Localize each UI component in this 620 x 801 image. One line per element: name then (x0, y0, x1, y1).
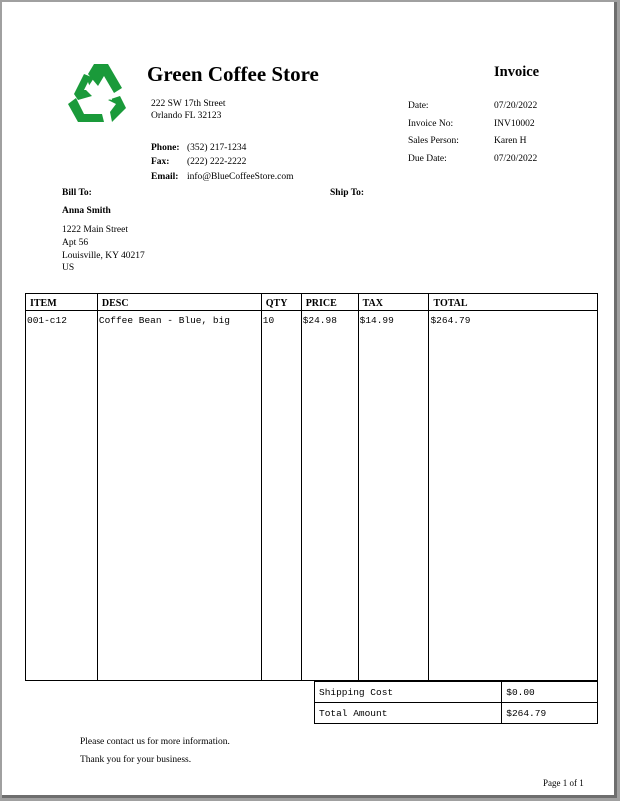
invoice-meta-labels (408, 98, 459, 169)
table-row (26, 311, 598, 681)
company-address-line2: Orlando FL 32123 (151, 111, 222, 121)
store-name: Green Coffee Store (147, 62, 319, 86)
totals-table (314, 681, 598, 724)
col-header-item: ITEM (26, 294, 98, 311)
customer-name: Anna Smith (62, 206, 111, 216)
cell-tax: $14.99 (358, 311, 429, 681)
invoice-meta-values (494, 98, 537, 169)
customer-address-line4: US (62, 263, 75, 274)
email-label: Email: (151, 171, 179, 182)
company-contact (151, 141, 293, 184)
shipping-label: Shipping Cost (315, 682, 502, 703)
bill-to-heading: Bill To: (62, 188, 92, 198)
cell-price: $24.98 (301, 311, 358, 681)
cell-desc: Coffee Bean - Blue, big (97, 311, 261, 681)
due-date-value: 07/20/2022 (494, 154, 538, 165)
items-table (25, 293, 598, 681)
date-label: Date: (408, 101, 429, 111)
col-header-desc: DESC (97, 294, 261, 311)
email-value: info@BlueCoffeeStore.com (187, 171, 294, 182)
col-header-total: TOTAL (429, 294, 598, 311)
total-value: $264.79 (502, 703, 598, 724)
phone-value: (352) 217-1234 (187, 143, 247, 153)
company-address (151, 98, 226, 122)
company-address-line1: 222 SW 17th Street (151, 99, 226, 109)
invoice-title: Invoice (494, 64, 540, 80)
invoice-page (2, 2, 617, 798)
customer-address (62, 224, 145, 275)
phone-label: Phone: (151, 143, 180, 153)
invoice-number-value: INV10002 (494, 118, 535, 129)
sales-person-label: Sales Person: (408, 136, 459, 147)
footer-note-thanks: Thank you for your business. (80, 755, 192, 765)
sales-person-value: Karen H (494, 136, 527, 147)
ship-to-heading: Ship To: (330, 188, 365, 198)
items-header-row (26, 294, 598, 311)
shipping-row (315, 682, 598, 703)
customer-address-line1: 1222 Main Street (62, 225, 128, 235)
due-date-label: Due Date: (408, 154, 447, 165)
page-number: Page 1 of 1 (543, 778, 584, 788)
shipping-value: $0.00 (502, 682, 598, 703)
customer-address-line3: Louisville, KY 40217 (62, 250, 145, 261)
customer-address-line2: Apt 56 (62, 237, 89, 248)
cell-total: $264.79 (429, 311, 598, 681)
fax-value: (222) 222-2222 (187, 157, 247, 168)
cell-qty: 10 (261, 311, 301, 681)
recycle-icon (64, 60, 132, 124)
col-header-tax: TAX (358, 294, 429, 311)
cell-item: 001-c12 (26, 311, 98, 681)
total-label: Total Amount (315, 703, 502, 724)
fax-label: Fax: (151, 157, 170, 168)
col-header-qty: QTY (261, 294, 301, 311)
col-header-price: PRICE (301, 294, 358, 311)
date-value: 07/20/2022 (494, 101, 538, 111)
footer-note-contact: Please contact us for more information. (80, 737, 230, 747)
invoice-number-label: Invoice No: (408, 118, 454, 129)
total-row (315, 703, 598, 724)
